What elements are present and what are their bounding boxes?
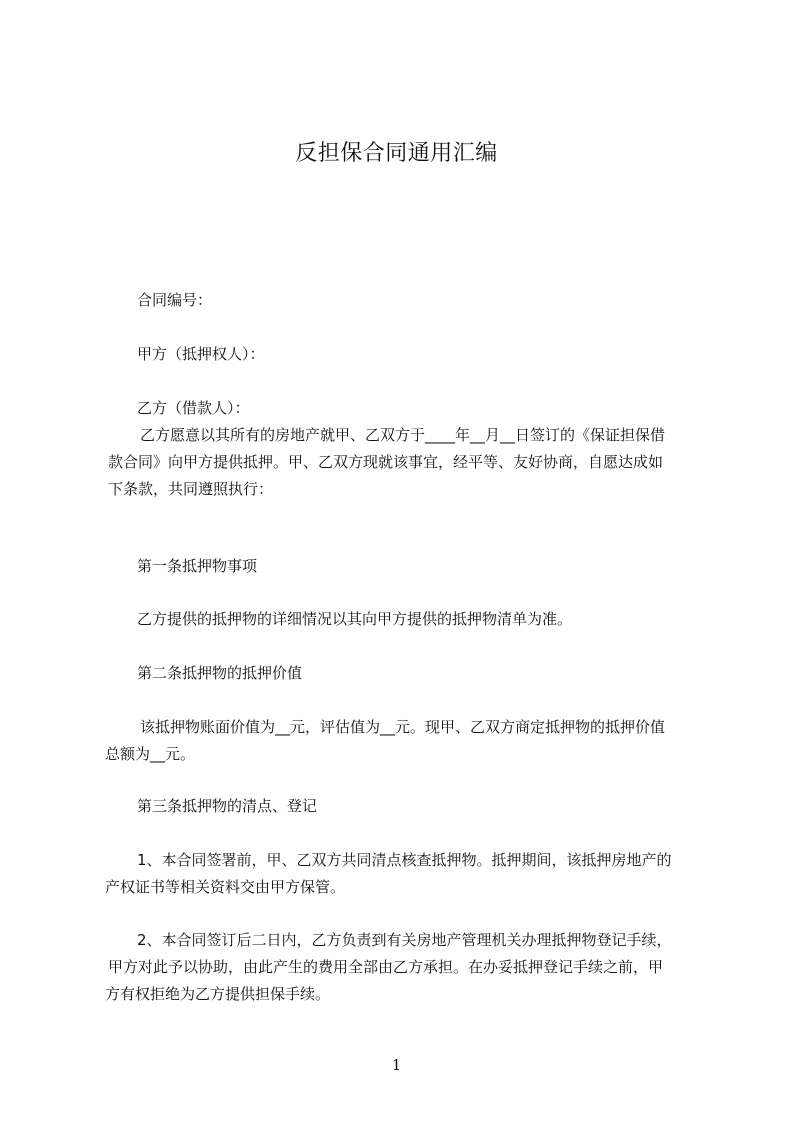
text-line: 2、本合同签订后二日内，乙方负责到有关房地产管理机关办理抵押物登记手续， bbox=[137, 931, 672, 949]
text-line: 甲方（抵押权人）： bbox=[137, 345, 265, 363]
text-line: 下条款，共同遵照执行： bbox=[108, 480, 274, 498]
article-1-content bbox=[105, 606, 709, 633]
text-line: 乙方提供的抵押物的详细情况以其向甲方提供的抵押物清单为准。 bbox=[137, 610, 573, 628]
text-line: 1、本合同签署前，甲、乙双方共同清点核查抵押物。抵押期间，该抵押房地产的 bbox=[137, 851, 672, 869]
article-3-heading bbox=[105, 793, 709, 820]
text-line: 款合同》向甲方提供抵押。甲、乙双方现就该事宜，经平等、友好协商，自愿达成如 bbox=[108, 453, 664, 471]
party-b-paragraph bbox=[105, 395, 709, 422]
party-a-paragraph bbox=[105, 341, 709, 368]
text-line: 甲方对此予以协助，由此产生的费用全部由乙方承担。在办妥抵押登记手续之前，甲 bbox=[108, 958, 664, 976]
article-2-heading bbox=[105, 660, 709, 687]
text-line: 第一条抵押物事项 bbox=[137, 557, 258, 575]
text-line: 该抵押物账面价值为__元，评估值为__元。现甲、乙双方商定抵押物的抵押价值 bbox=[140, 718, 666, 736]
preamble-paragraph bbox=[105, 422, 709, 503]
article-3-clause-2 bbox=[105, 927, 709, 1008]
article-2-content bbox=[105, 714, 709, 768]
text-line: 产权证书等相关资料交由甲方保管。 bbox=[105, 878, 346, 896]
document-title: 反担保合同通用汇编 bbox=[295, 141, 498, 166]
text-line: 乙方愿意以其所有的房地产就甲、乙双方于____年__月__日签订的《保证担保借 bbox=[140, 426, 666, 444]
contract-number-paragraph bbox=[105, 287, 709, 314]
article-1-heading bbox=[105, 553, 709, 580]
article-3-clause-1 bbox=[105, 847, 709, 901]
text-line: 第二条抵押物的抵押价值 bbox=[137, 664, 303, 682]
text-line: 乙方（借款人）： bbox=[137, 399, 250, 417]
text-line: 方有权拒绝为乙方提供担保手续。 bbox=[105, 985, 331, 1003]
text-line: 总额为__元。 bbox=[105, 745, 196, 763]
page-number: 1 bbox=[391, 1056, 402, 1074]
text-line: 第三条抵押物的清点、登记 bbox=[137, 797, 318, 815]
text-line: 合同编号： bbox=[137, 291, 213, 309]
